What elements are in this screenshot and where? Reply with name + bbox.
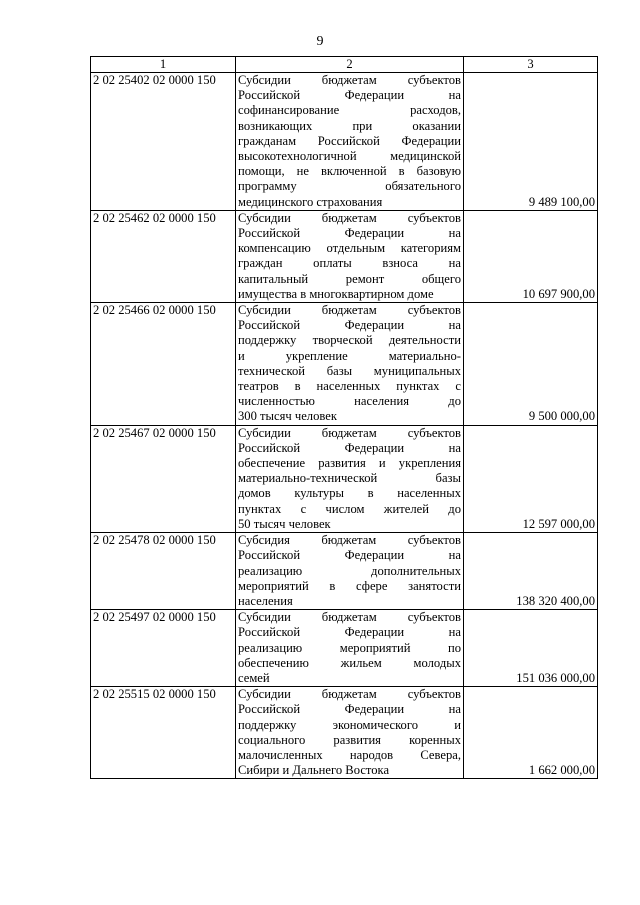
description-line: Российской Федерации на <box>238 226 461 241</box>
description-line: обеспечение развития и укрепления <box>238 456 461 471</box>
description-line: высокотехнологичной медицинской <box>238 149 461 164</box>
description-line: поддержку экономического и <box>238 717 461 732</box>
table-row <box>91 73 598 211</box>
description-line: численностью населения до <box>238 394 461 409</box>
description-line: возникающих при оказании <box>238 118 461 133</box>
description-line: населения <box>238 593 293 608</box>
table-row <box>91 533 598 610</box>
description-line: программу обязательного <box>238 179 461 194</box>
description-line: Сибири и Дальнего Востока <box>238 763 390 778</box>
description-line: медицинского страхования <box>238 194 383 209</box>
income-description-cell <box>236 533 464 610</box>
table-body <box>91 73 598 779</box>
column-header-code: 1 <box>91 57 236 73</box>
description-line: Российской Федерации на <box>238 548 461 563</box>
description-line: реализацию мероприятий по <box>238 640 461 655</box>
description-line: Субсидии бюджетам субъектов <box>238 610 461 625</box>
amount-cell: 151 036 000,00 <box>464 610 598 687</box>
income-description-cell <box>236 687 464 779</box>
table-header <box>91 57 598 73</box>
amount-cell: 1 662 000,00 <box>464 687 598 779</box>
budget-code-cell: 2 02 25515 02 0000 150 <box>91 687 236 779</box>
page-number: 9 <box>316 34 324 49</box>
amount-cell: 9 500 000,00 <box>464 303 598 426</box>
table-row <box>91 303 598 426</box>
description-line: театров в населенных пунктах с <box>238 379 461 394</box>
column-header-amount: 3 <box>464 57 598 73</box>
description-line: софинансирование расходов, <box>238 103 461 118</box>
budget-table <box>90 56 598 779</box>
amount-cell: 138 320 400,00 <box>464 533 598 610</box>
table-row <box>91 687 598 779</box>
description-line: Субсидии бюджетам субъектов <box>238 303 461 318</box>
budget-code-cell: 2 02 25478 02 0000 150 <box>91 533 236 610</box>
income-description-cell <box>236 210 464 302</box>
description-line: Субсидии бюджетам субъектов <box>238 687 461 702</box>
description-line: мероприятий в сфере занятости <box>238 578 461 593</box>
description-line: помощи, не включенной в базовую <box>238 164 461 179</box>
budget-code-cell: 2 02 25467 02 0000 150 <box>91 425 236 532</box>
description-line: компенсацию отдельным категориям <box>238 241 461 256</box>
description-line: материально-технической базы <box>238 471 461 486</box>
description-line: Субсидия бюджетам субъектов <box>238 533 461 548</box>
column-header-name: 2 <box>236 57 464 73</box>
description-line: малочисленных народов Севера, <box>238 747 461 762</box>
description-line: пунктах с числом жителей до <box>238 501 461 516</box>
description-line: поддержку творческой деятельности <box>238 333 461 348</box>
header-row <box>91 57 598 73</box>
description-line: Российской Федерации на <box>238 440 461 455</box>
table-row <box>91 210 598 302</box>
description-line: Субсидии бюджетам субъектов <box>238 425 461 440</box>
description-line: домов культуры в населенных <box>238 486 461 501</box>
description-line: гражданам Российской Федерации <box>238 133 461 148</box>
table-row <box>91 425 598 532</box>
description-line: технической базы муниципальных <box>238 363 461 378</box>
table-row <box>91 610 598 687</box>
income-description-cell <box>236 610 464 687</box>
description-line: социального развития коренных <box>238 732 461 747</box>
description-line: Российской Федерации на <box>238 318 461 333</box>
amount-cell: 9 489 100,00 <box>464 73 598 211</box>
description-line: Российской Федерации на <box>238 625 461 640</box>
description-line: капитальный ремонт общего <box>238 271 461 286</box>
description-line: реализацию дополнительных <box>238 563 461 578</box>
description-line: семей <box>238 670 270 685</box>
description-line: и укрепление материально- <box>238 348 461 363</box>
budget-code-cell: 2 02 25466 02 0000 150 <box>91 303 236 426</box>
description-line: Российской Федерации на <box>238 702 461 717</box>
income-description-cell <box>236 303 464 426</box>
budget-code-cell: 2 02 25462 02 0000 150 <box>91 210 236 302</box>
budget-code-cell: 2 02 25497 02 0000 150 <box>91 610 236 687</box>
description-line: 300 тысяч человек <box>238 409 337 424</box>
description-line: Субсидии бюджетам субъектов <box>238 210 461 225</box>
description-line: имущества в многоквартирном доме <box>238 286 434 301</box>
amount-cell: 12 597 000,00 <box>464 425 598 532</box>
income-description-cell <box>236 425 464 532</box>
income-description-cell <box>236 73 464 211</box>
description-line: обеспечению жильем молодых <box>238 655 461 670</box>
description-line: 50 тысяч человек <box>238 516 331 531</box>
amount-cell: 10 697 900,00 <box>464 210 598 302</box>
description-line: Российской Федерации на <box>238 88 461 103</box>
description-line: Субсидии бюджетам субъектов <box>238 73 461 87</box>
description-line: граждан оплаты взноса на <box>238 256 461 271</box>
budget-code-cell: 2 02 25402 02 0000 150 <box>91 73 236 211</box>
